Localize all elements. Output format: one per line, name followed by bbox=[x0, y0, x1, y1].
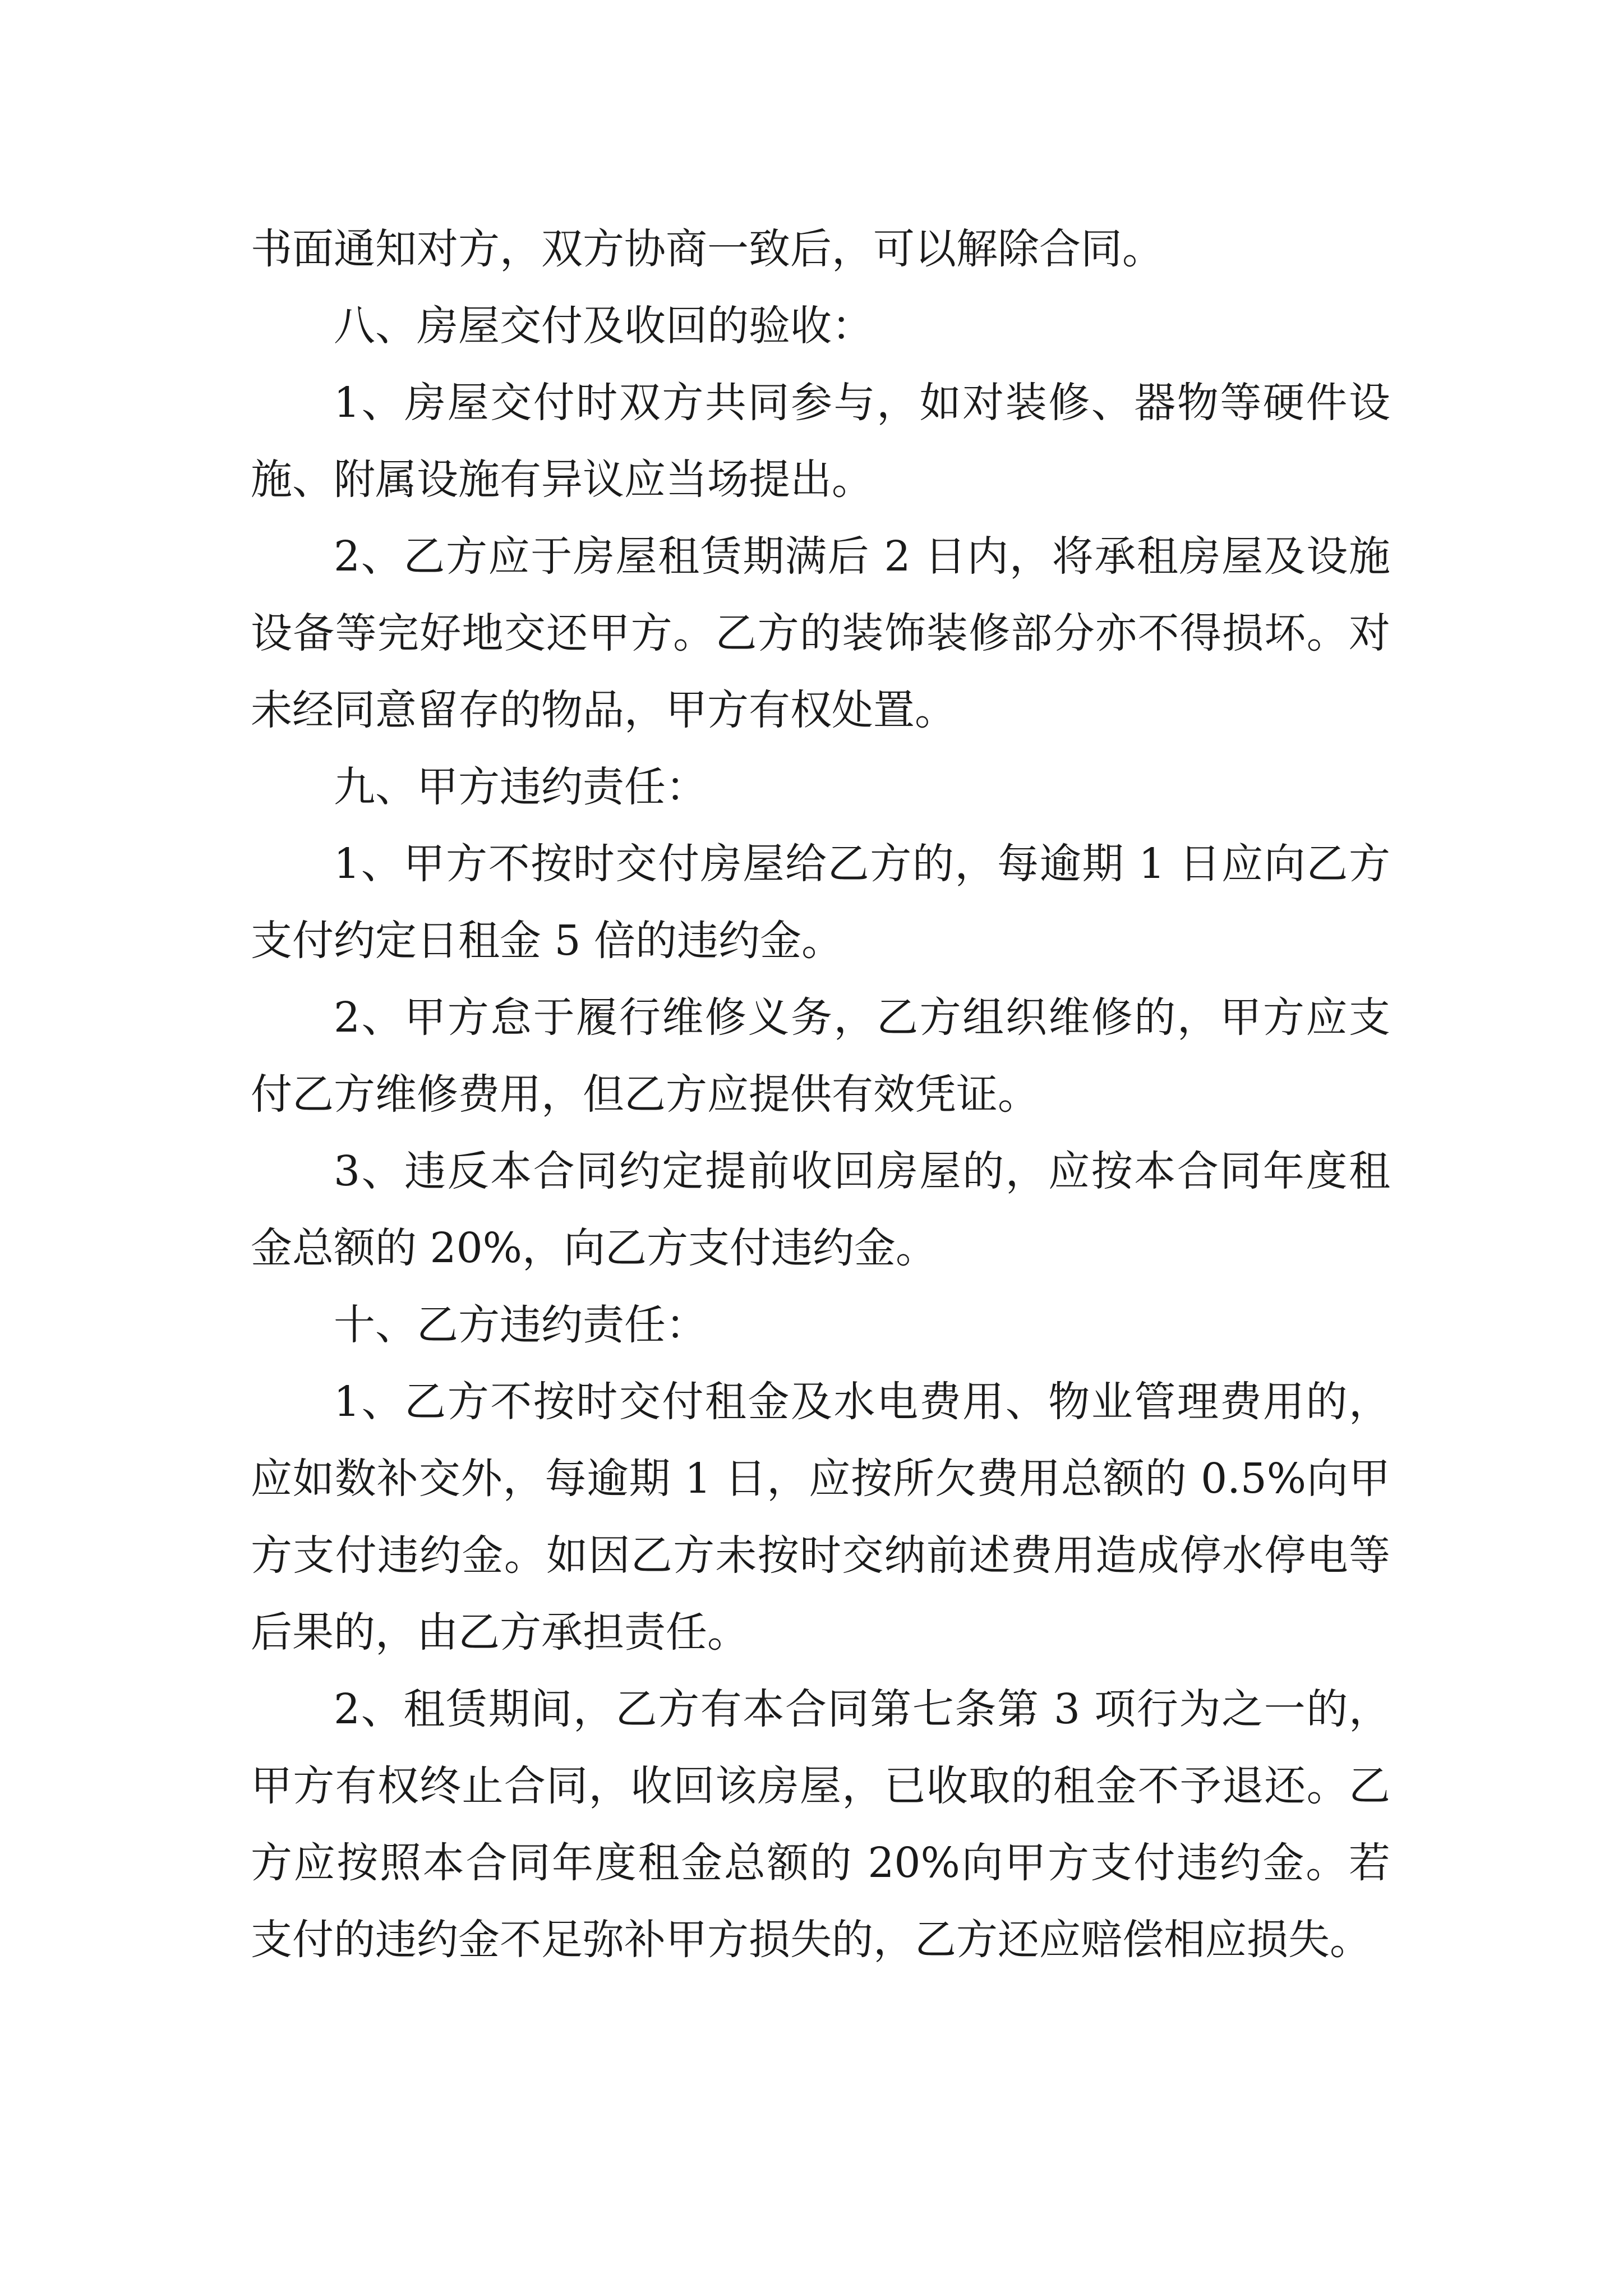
clause-handover-joint-inspection: 1、房屋交付时双方共同参与，如对装修、器物等硬件设施、附属设施有异议应当场提出。 bbox=[251, 379, 1390, 504]
clause-party-a-early-recovery: 3、违反本合同约定提前收回房屋的，应按本合同年度租金总额的 20%，向乙方支付违约金。 bbox=[251, 1147, 1390, 1272]
clause-party-b-termination: 2、租赁期间，乙方有本合同第七条第 3 项行为之一的，甲方有权终止合同，收回该房屋，已收取的租金不予退还。乙方应按照本合同年度租金总额的 20%向甲方支付违约金。若支付的违约金不足弥补甲方损失的，乙方还应赔偿相应损失。 bbox=[251, 1685, 1390, 1964]
clause-party-a-late-delivery: 1、甲方不按时交付房屋给乙方的，每逾期 1 日应向乙方支付约定日租金 5 倍的违约金。 bbox=[251, 840, 1390, 965]
section-heading-handover-acceptance: 八、房屋交付及收回的验收： bbox=[334, 302, 873, 350]
paragraph-termination-notice: 书面通知对方，双方协商一致后，可以解除合同。 bbox=[251, 225, 1164, 273]
section-heading-party-b-liability: 十、乙方违约责任： bbox=[334, 1301, 707, 1349]
section-heading-party-a-liability: 九、甲方违约责任： bbox=[334, 763, 707, 811]
document-body bbox=[251, 211, 1390, 1978]
clause-party-b-late-payment: 1、乙方不按时交付租金及水电费用、物业管理费用的，应如数补交外，每逾期 1 日，应按所欠费用总额的 0.5%向甲方支付违约金。如因乙方未按时交纳前述费用造成停水停电等后果的，由乙方承担责任。 bbox=[251, 1378, 1390, 1657]
clause-return-of-premises: 2、乙方应于房屋租赁期满后 2 日内，将承租房屋及设施设备等完好地交还甲方。乙方的装饰装修部分亦不得损坏。对未经同意留存的物品，甲方有权处置。 bbox=[251, 532, 1390, 734]
clause-party-a-repair-duty: 2、甲方怠于履行维修义务，乙方组织维修的，甲方应支付乙方维修费用，但乙方应提供有效凭证。 bbox=[251, 993, 1390, 1119]
